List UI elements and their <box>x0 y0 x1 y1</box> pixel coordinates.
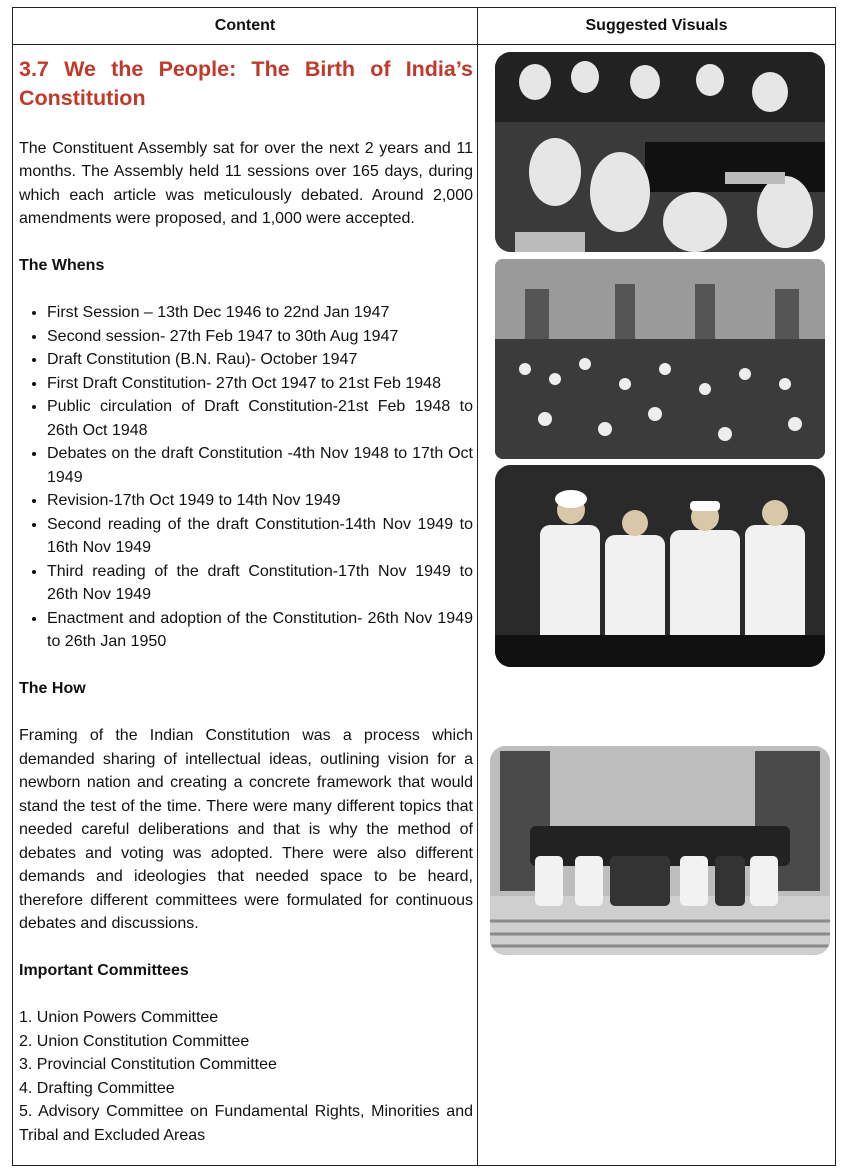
list-item: • Second session- 27th Feb 1947 to 30th Aug 1947 <box>47 325 473 349</box>
list-item: • Debates on the draft Constitution -4th Nov 1948 to 17th Oct 1949 <box>47 442 473 489</box>
visuals-column-header: Suggested Visuals <box>585 17 728 34</box>
intro-paragraph: The Constituent Assembly sat for over the next 2 years and 11 months. The Assembly held 11 sessions over 165 days, during which each article was meticulously debated. Around 2,000 amendments were proposed, and 1,000 were accepted. <box>19 139 473 227</box>
committee-item: 4. Drafting Committee <box>19 1079 175 1097</box>
content-column-header: Content <box>214 17 276 34</box>
whens-heading: The Whens <box>19 257 105 274</box>
committee-item: 1. Union Powers Committee <box>19 1009 219 1026</box>
committees-heading: Important Committees <box>19 962 189 979</box>
committee-item: 2. Union Constitution Committee <box>19 1032 250 1050</box>
list-item: • Draft Constitution (B.N. Rau)- October 1947 <box>47 348 473 372</box>
list-item: • Public circulation of Draft Constitution-21st Feb 1948 to 26th Oct 1948 <box>47 395 473 442</box>
whens-list <box>19 301 473 654</box>
list-item: • Third reading of the draft Constitution-17th Nov 1949 to 26th Nov 1949 <box>47 560 473 607</box>
table-header <box>13 8 835 45</box>
committee-item: 3. Provincial Constitution Committee <box>19 1056 277 1073</box>
content-cell <box>19 55 473 1147</box>
list-item: • Second reading of the draft Constitution-14th Nov 1949 to 16th Nov 1949 <box>47 513 473 560</box>
drafting-committee-group-photo <box>490 746 830 955</box>
section-title: 3.7 We the People: The Birth of India’s Constitution <box>19 57 473 110</box>
list-item: • Enactment and adoption of the Constitution- 26th Nov 1949 to 26th Jan 1950 <box>47 607 473 654</box>
how-heading: The How <box>19 680 86 697</box>
committee-item: 5. Advisory Committee on Fundamental Rights, Minorities and Tribal and Excluded Areas <box>19 1103 473 1144</box>
assembly-hall-photo <box>495 259 825 459</box>
column-divider <box>477 8 478 1165</box>
list-item: • Revision-17th Oct 1949 to 14th Nov 1949 <box>47 489 473 513</box>
assembly-session-photo <box>495 52 825 252</box>
how-paragraph: Framing of the Indian Constitution was a process which demanded sharing of intellectual ideas, outlining vision for a newborn nation and creating a concrete framework that would stand the test of the time. There were many different topics that needed careful deliberations and that is why the method of debates and voting was adopted. There were also different demands and ideologies that needed space to be heard, therefore different committees were formulated for continuous debates and discussions. <box>19 727 473 932</box>
list-item: • First Draft Constitution- 27th Oct 1947 to 21st Feb 1948 <box>47 372 473 396</box>
list-item: • First Session – 13th Dec 1946 to 22nd Jan 1947 <box>47 301 473 325</box>
signing-constitution-photo <box>495 465 825 667</box>
